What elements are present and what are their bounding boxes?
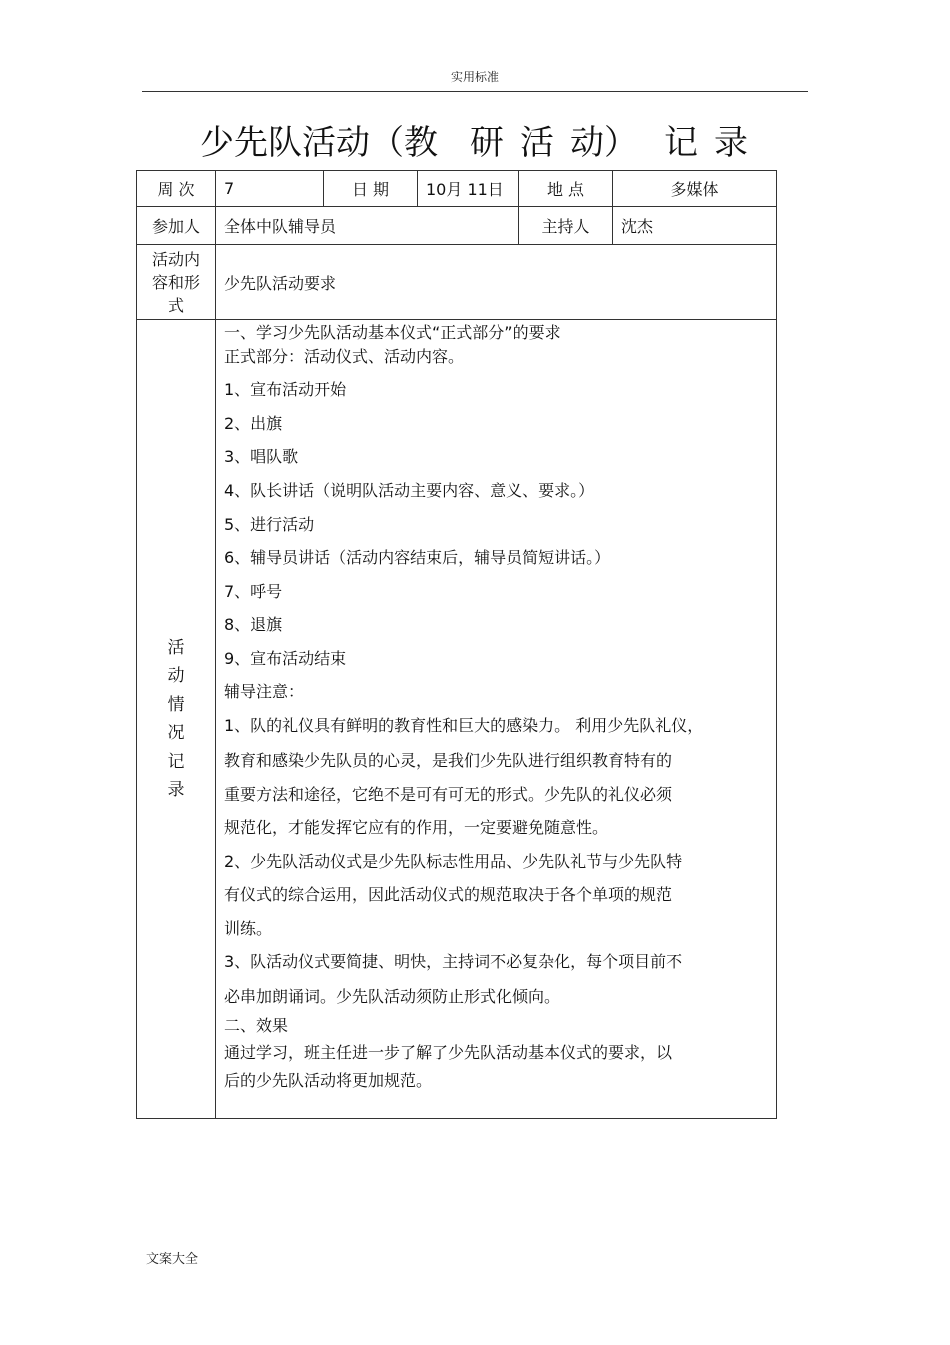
content-label-line-3: 式: [167, 295, 184, 315]
record-line: 辅导注意：: [224, 682, 305, 701]
place-label: 地 点: [519, 171, 613, 207]
participants-value: 全体中队辅导员: [216, 207, 519, 245]
record-line: 2、出旗: [224, 414, 283, 433]
title-part-2: 研: [470, 123, 504, 163]
header-divider: [142, 91, 808, 92]
record-label-char: 录: [167, 780, 185, 800]
host-value: 沈杰: [613, 207, 777, 245]
table-row-participants: [137, 207, 777, 245]
host-label: 主持人: [519, 207, 613, 245]
record-label-char: 情: [167, 694, 185, 715]
activity-record-table: [136, 170, 777, 1119]
content-label-line-2: 容和形: [151, 272, 200, 292]
record-line: 必串加朗诵词。少先队活动须防止形式化倾向。: [224, 987, 561, 1006]
record-line: 正式部分：活动仪式、活动内容。: [224, 347, 465, 366]
record-label: [137, 320, 216, 1119]
week-label: 周 次: [137, 171, 216, 207]
content-label-line-1: 活动内: [151, 249, 200, 269]
title-part-5: 记: [664, 123, 698, 163]
record-line: 有仪式的综合运用，因此活动仪式的规范取决于各个单项的规范: [224, 885, 673, 904]
week-value: 7: [216, 171, 324, 207]
record-line: 二、效果: [224, 1016, 289, 1035]
record-line: 3、队活动仪式要简捷、明快，主持词不必复杂化，每个项目前不: [224, 952, 683, 971]
table-row-content: [137, 245, 777, 320]
record-line: 6、辅导员讲话（活动内容结束后，辅导员简短讲话。）: [224, 548, 611, 567]
record-body: [216, 320, 777, 1119]
record-line: 通过学习，班主任进一步了解了少先队活动基本仪式的要求，以: [224, 1043, 673, 1062]
content-form-label: [137, 245, 216, 320]
record-line: 2、少先队活动仪式是少先队标志性用品、少先队礼节与少先队特: [224, 852, 683, 871]
page-footer: 文案大全: [146, 1252, 199, 1267]
record-line: 3、唱队歌: [224, 447, 299, 466]
table-row-week: [137, 171, 777, 207]
title-part-1: 少先队活动（教: [200, 123, 438, 163]
record-line: 7、呼号: [224, 582, 283, 601]
record-line: 规范化，才能发挥它应有的作用，一定要避免随意性。: [224, 818, 609, 837]
participants-label: 参加人: [137, 207, 216, 245]
record-line: 1、队的礼仪具有鲜明的教育性和巨大的感染力。 利用少先队礼仪，: [224, 716, 704, 735]
record-line: 8、退旗: [224, 615, 283, 634]
record-line: 9、宣布活动结束: [224, 649, 347, 668]
record-line: 1、宣布活动开始: [224, 380, 347, 399]
record-label-char: 况: [167, 723, 185, 743]
record-line: 教育和感染少先队员的心灵，是我们少先队进行组织教育特有的: [224, 751, 673, 770]
date-label: 日 期: [324, 171, 418, 207]
document-title: [200, 120, 746, 166]
record-text: [224, 320, 768, 1118]
record-label-char: 活: [167, 637, 185, 658]
table-row-record: [137, 320, 777, 1119]
title-part-6: 录: [714, 123, 748, 163]
place-value: 多媒体: [613, 171, 777, 207]
date-value: 10月 11日: [418, 171, 519, 207]
record-line: 训练。: [224, 919, 273, 938]
title-part-4: 动）: [570, 123, 638, 163]
record-line: 重要方法和途径，它绝不是可有可无的形式。少先队的礼仪必须: [224, 785, 673, 804]
record-line: 一、学习少先队活动基本仪式“正式部分”的要求: [224, 323, 561, 342]
record-label-char: 动: [167, 666, 185, 686]
title-part-3: 活: [520, 123, 554, 163]
record-label-char: 记: [167, 751, 185, 772]
page-header: 实用标准: [450, 70, 499, 84]
record-line: 后的少先队活动将更加规范。: [224, 1071, 433, 1090]
content-form-value: 少先队活动要求: [216, 245, 777, 320]
record-line: 5、进行活动: [224, 515, 315, 534]
record-line: 4、队长讲话（说明队活动主要内容、意义、要求。）: [224, 481, 595, 500]
